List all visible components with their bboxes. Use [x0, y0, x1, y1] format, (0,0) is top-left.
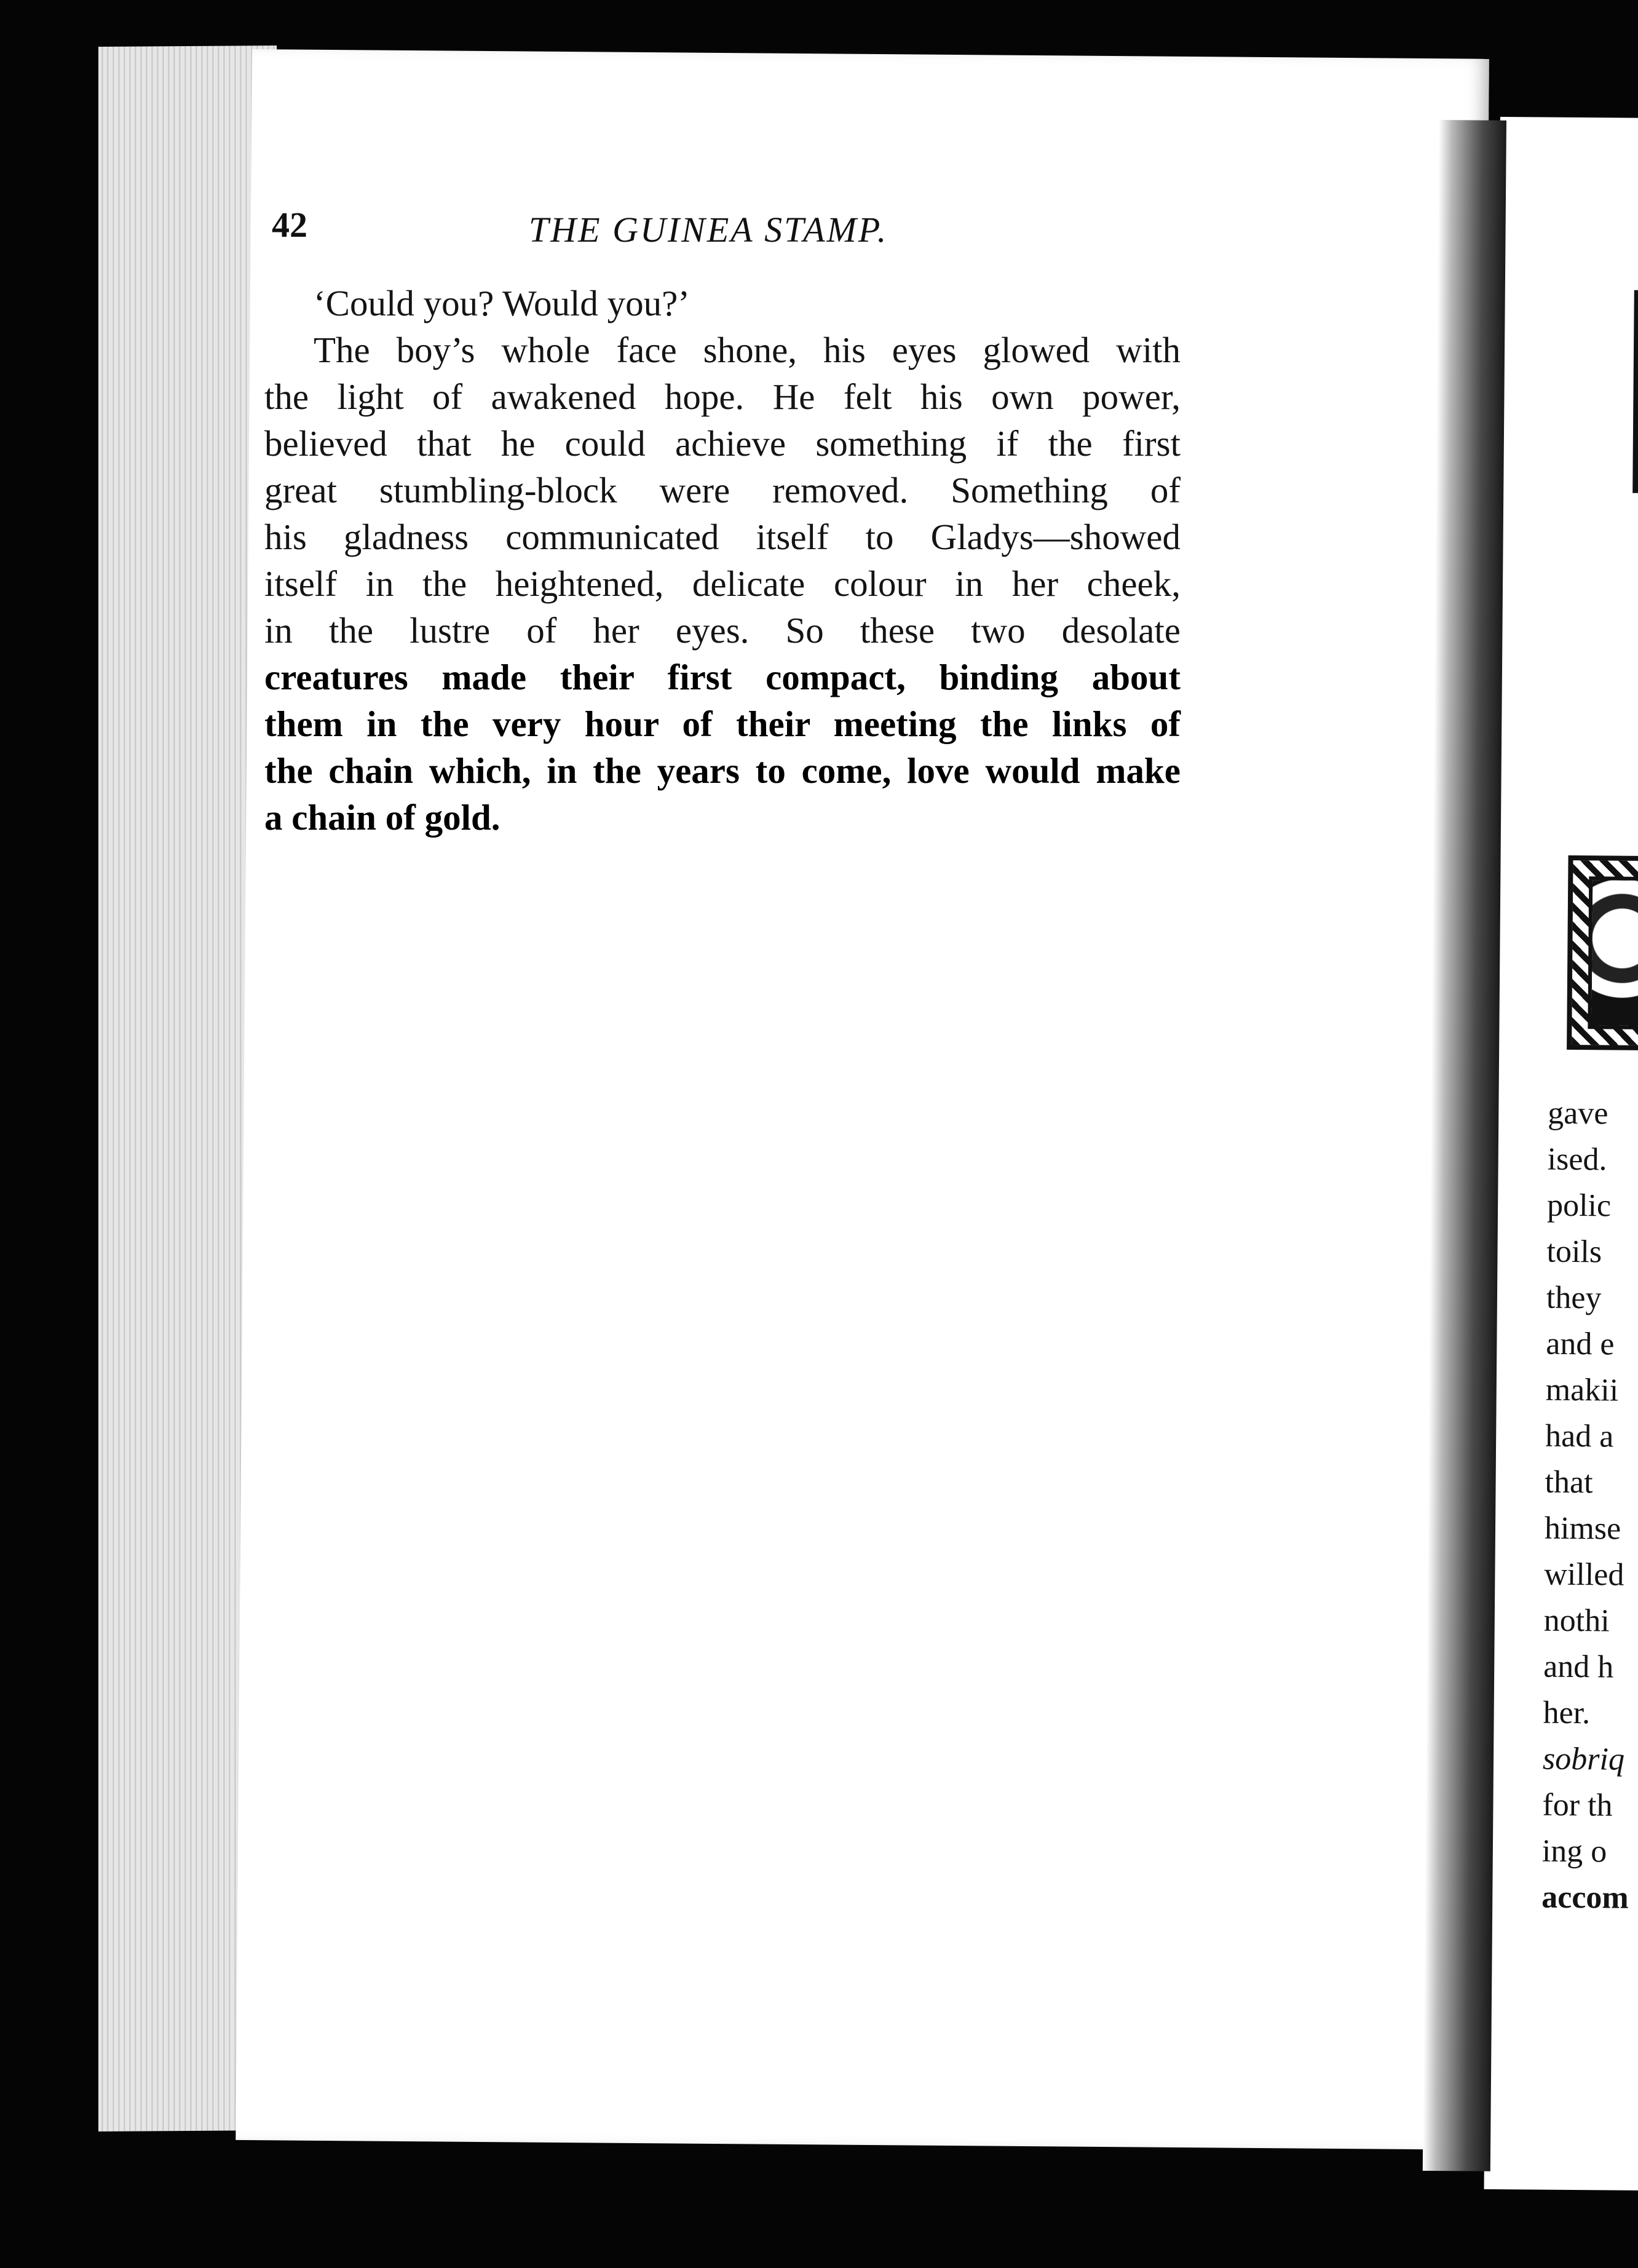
- text-line: ‘Could you? Would you?’: [314, 283, 690, 323]
- page-mark: [1632, 290, 1638, 493]
- body-text: [264, 280, 1181, 841]
- text-line: the light of awakened hope. He felt his own power,: [264, 376, 1181, 417]
- facing-line: and e: [1546, 1326, 1615, 1362]
- ornamental-initial-inner: [1588, 876, 1638, 1029]
- facing-line: had a: [1545, 1418, 1614, 1454]
- facing-line: polic: [1546, 1188, 1612, 1224]
- facing-line: they: [1546, 1280, 1602, 1316]
- facing-line: accom: [1541, 1879, 1629, 1916]
- facing-line: toils: [1546, 1234, 1602, 1270]
- facing-line: for th: [1542, 1787, 1613, 1823]
- facing-line: her.: [1543, 1695, 1591, 1731]
- text-line: itself in the heightened, delicate colour in her cheek,: [264, 563, 1181, 604]
- ornamental-initial: [1567, 855, 1638, 1050]
- facing-line: gave: [1548, 1095, 1608, 1132]
- facing-line: makii: [1545, 1372, 1619, 1408]
- text-line: them in the very hour of their meeting the links of: [264, 704, 1181, 744]
- facing-line: nothi: [1543, 1603, 1610, 1639]
- text-line: his gladness communicated itself to Gladys—showed: [264, 517, 1181, 557]
- text-line: creatures made their first compact, binding about: [264, 657, 1181, 697]
- text-line: in the lustre of her eyes. So these two desolate: [264, 610, 1181, 651]
- text-line: The boy’s whole face shone, his eyes glowed with: [314, 330, 1181, 370]
- text-line: believed that he could achieve something if the first: [264, 423, 1181, 464]
- facing-line: that: [1545, 1464, 1593, 1501]
- text-line: great stumbling-block were removed. Something of: [264, 470, 1181, 510]
- facing-line: willed: [1544, 1556, 1624, 1593]
- running-head: THE GUINEA STAMP.: [529, 210, 888, 250]
- text-line: a chain of gold.: [264, 797, 501, 838]
- facing-line: ised.: [1547, 1141, 1607, 1178]
- page-number: 42: [272, 205, 307, 245]
- text-line: the chain which, in the years to come, love would make: [264, 750, 1181, 791]
- facing-page: [1484, 117, 1638, 2191]
- facing-line: and h: [1543, 1649, 1614, 1685]
- facing-line: sobriq: [1542, 1741, 1625, 1777]
- facing-line: ing o: [1541, 1833, 1607, 1870]
- facing-line: himse: [1544, 1510, 1621, 1547]
